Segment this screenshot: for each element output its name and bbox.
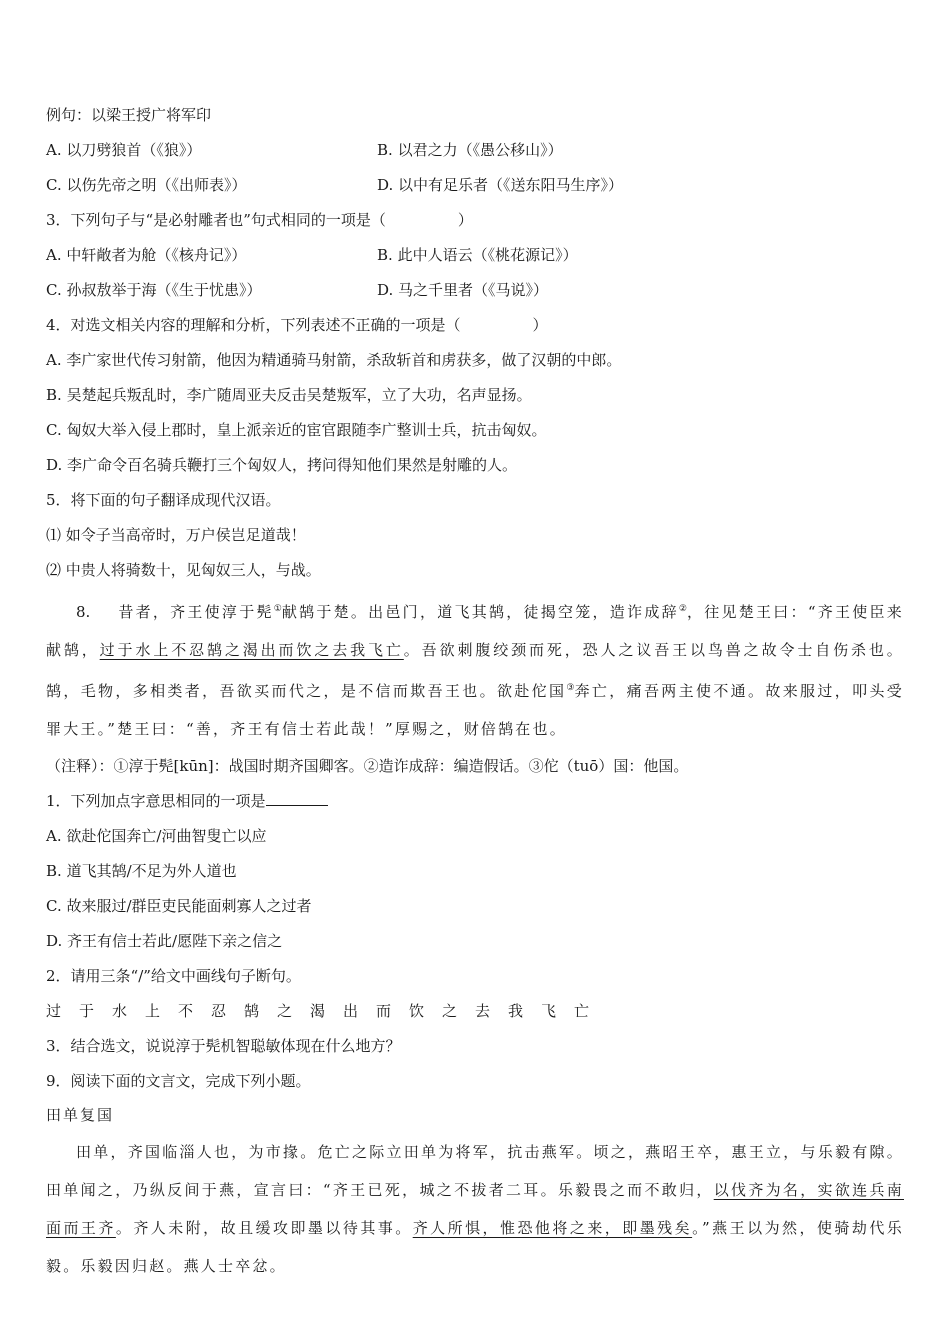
option-label: D. (377, 176, 394, 194)
passage-text: 奔亡，痛吾两主使不通。故来服过，叩头受罪大王。”楚王曰：“善，齐王有信士若此哉！”厚赐之，财倍鹄在也。 (46, 682, 904, 738)
passage-text: 。吾欲刺腹绞颈而死，恐人之议吾王以鸟兽之故令士自伤杀也。鹄，毛物，多相类者，吾欲买而代之，是不信而欺吾王也。欲赴佗国 (46, 641, 904, 700)
q8-passage (46, 590, 904, 748)
footnote-marker: ② (678, 604, 687, 614)
q8-sub2-stem: 2．请用三条“/”给文中画线句子断句。 (46, 967, 301, 985)
passage-text: 昔者，齐王使淳于髡 (118, 603, 274, 621)
option-label: C. (46, 897, 62, 915)
option-label: D. (377, 281, 394, 299)
option-text: 中轩敞者为舱（《核舟记》） (66, 246, 247, 264)
option-text: 故来服过/群臣吏民能面刺寡人之过者 (66, 897, 312, 915)
underlined-sentence: 以伐齐为名，实欲连兵南面而王齐 (46, 1181, 904, 1237)
option-text: 以伤先帝之明（《出师表》） (66, 176, 247, 194)
q9-passage-title: 田单复国 (46, 1106, 115, 1124)
q2-options-row-1 (46, 133, 906, 168)
q8-sub1-option-a (46, 819, 906, 854)
q4-stem-text: 4．对选文相关内容的理解和分析，下列表述不正确的一项是（ (46, 316, 461, 334)
q5-stem: 5．将下面的句子翻译成现代汉语。 (46, 491, 281, 509)
option-text: 以刀劈狼首（《狼》） (66, 141, 202, 159)
q2-option-a (46, 133, 377, 168)
option-label: D. (46, 456, 63, 474)
q3-option-b (377, 238, 906, 273)
option-label: C. (46, 281, 62, 299)
option-text: 孙叔敖举于海（《生于忧患》） (66, 281, 262, 299)
char: 水 (112, 1002, 128, 1020)
q8-sub3-stem: 3．结合选文，说说淳于髡机智聪敏体现在什么地方？ (46, 1037, 401, 1055)
option-text: 以中有足乐者（《送东阳马生序》） (398, 176, 624, 194)
footnote-marker: ① (273, 604, 282, 614)
q2-option-c (46, 168, 377, 203)
passage-text: 。”燕王以为然，使骑劫代乐毅。乐毅因归赵。燕人士卒忿。 (46, 1219, 904, 1275)
sentence-break-chars (46, 994, 906, 1029)
answer-blank (266, 791, 328, 806)
q4-option-b (46, 378, 906, 413)
option-label: C. (46, 176, 62, 194)
option-label: B. (377, 141, 393, 159)
char: 去 (475, 1002, 491, 1020)
passage-text: 。齐人未附，故且缓攻即墨以待其事。 (115, 1219, 413, 1237)
footnote-marker: ③ (566, 683, 575, 693)
option-label: A. (46, 246, 62, 264)
char: 飞 (541, 1002, 557, 1020)
option-label: B. (46, 862, 62, 880)
option-text: 匈奴大举入侵上郡时，皇上派亲近的宦官跟随李广整训士兵，抗击匈奴。 (66, 421, 547, 439)
q3-option-c (46, 273, 377, 308)
char: 鹄 (244, 1002, 260, 1020)
option-label: B. (46, 386, 62, 404)
option-label: A. (46, 351, 62, 369)
q3-option-a (46, 238, 377, 273)
q3-stem-text: 3．下列句子与“是必射雕者也”句式相同的一项是（ (46, 211, 386, 229)
option-label: D. (46, 932, 63, 950)
option-text: 以君之力（《愚公移山》） (397, 141, 563, 159)
char: 渴 (310, 1002, 326, 1020)
char: 我 (508, 1002, 524, 1020)
q8-annotation: （注释）：①淳于髡[kūn]：战国时期齐国卿客。②造诈成辞：编造假话。③佗（tuō）国：他国。 (46, 757, 689, 775)
q8-sub1-option-b (46, 854, 906, 889)
char: 不 (178, 1002, 194, 1020)
option-text: 李广命令百名骑兵鞭打三个匈奴人，拷问得知他们果然是射雕的人。 (67, 456, 518, 474)
q8-sub1-stem (46, 784, 906, 819)
option-text: 李广家世代传习射箭，他因为精通骑马射箭，杀敌斩首和虏获多，做了汉朝的中郎。 (66, 351, 622, 369)
example-sentence: 例句：以梁王授广将军印 (46, 106, 212, 124)
q2-option-d (377, 168, 906, 203)
q5-item-1: ⑴ 如令子当高帝时，万户侯岂足道哉！ (46, 526, 306, 544)
char: 而 (376, 1002, 392, 1020)
q8-sub1-option-d (46, 924, 906, 959)
q4-option-c (46, 413, 906, 448)
char: 之 (442, 1002, 458, 1020)
char: 亡 (574, 1002, 590, 1020)
q3-stem (46, 203, 906, 238)
question-number: 8. (76, 603, 91, 621)
char: 上 (145, 1002, 161, 1020)
q4-stem (46, 308, 906, 343)
stem-text: 1．下列加点字意思相同的一项是 (46, 792, 266, 810)
option-label: A. (46, 827, 62, 845)
option-text: 道飞其鹄/不足为外人道也 (66, 862, 237, 880)
q9-stem: 9．阅读下面的文言文，完成下列小题。 (46, 1072, 311, 1090)
q8-sub1-option-c (46, 889, 906, 924)
char: 出 (343, 1002, 359, 1020)
option-label: A. (46, 141, 62, 159)
underlined-sentence: 齐人所惧，惟恐他将之来，即墨残矣 (412, 1219, 693, 1237)
q3-options-row-1 (46, 238, 906, 273)
q3-options-row-2 (46, 273, 906, 308)
document-page (46, 98, 906, 1285)
char: 饮 (409, 1002, 425, 1020)
passage-text: 田单，齐国临淄人也，为市掾。危亡之际立田单为将军，抗击燕军。顷之，燕昭王卒，惠王立，与乐毅有隙。田单闻之，乃纵反间于燕，宣言曰：“齐王已死，城之不拔者二耳。乐毅畏之而不敢归， (46, 1143, 904, 1199)
q2-option-b (377, 133, 906, 168)
char: 过 (46, 1002, 62, 1020)
char: 于 (79, 1002, 95, 1020)
q3-stem-close: ） (457, 211, 473, 229)
option-text: 此中人语云（《桃花源记》） (397, 246, 578, 264)
q4-option-a (46, 343, 906, 378)
underlined-sentence: 过于水上不忍鹄之渴出而饮之去我飞亡 (99, 641, 404, 659)
option-label: C. (46, 421, 62, 439)
option-label: B. (377, 246, 393, 264)
q3-option-d (377, 273, 906, 308)
q4-stem-close: ） (532, 316, 548, 334)
passage-text: 献鹄于楚。出邑门，道飞其鹄，徒揭空笼，造诈成辞 (281, 603, 679, 621)
q5-item-2: ⑵ 中贵人将骑数十，见匈奴三人，与战。 (46, 561, 321, 579)
q2-options-row-2 (46, 168, 906, 203)
option-text: 马之千里者（《马说》） (398, 281, 549, 299)
q9-passage (46, 1133, 904, 1285)
passage-text: ，往见楚王曰：“齐王使臣来献鹄， (46, 603, 904, 659)
option-text: 齐王有信士若此/愿陛下亲之信之 (67, 932, 283, 950)
char: 之 (277, 1002, 293, 1020)
char: 忍 (211, 1002, 227, 1020)
q4-option-d (46, 448, 906, 483)
option-text: 欲赴佗国奔亡/河曲智叟亡以应 (66, 827, 267, 845)
option-text: 吴楚起兵叛乱时，李广随周亚夫反击吴楚叛军，立了大功，名声显扬。 (66, 386, 532, 404)
